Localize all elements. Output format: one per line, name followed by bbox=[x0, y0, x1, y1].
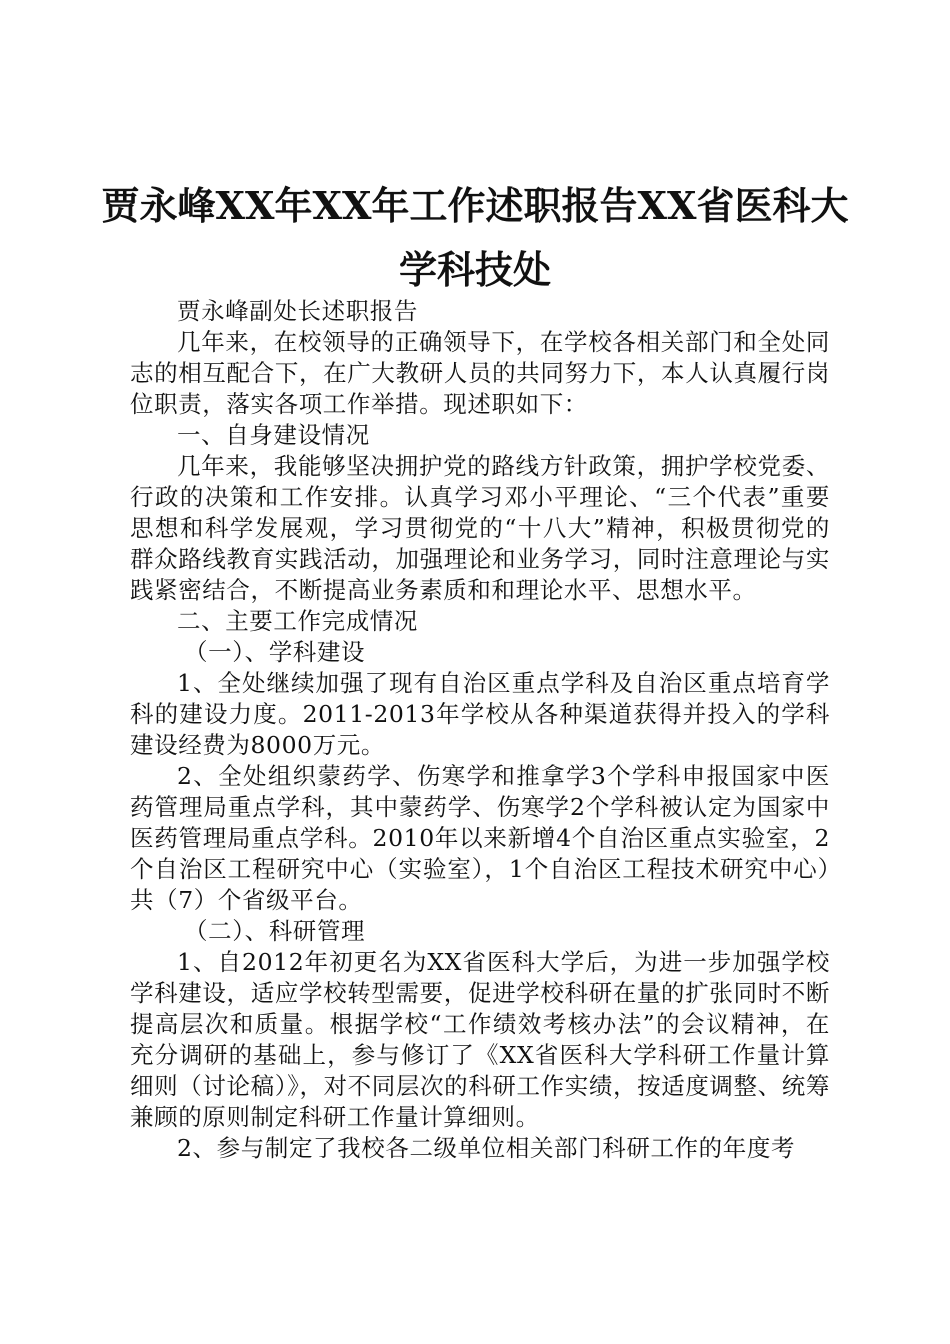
section-heading-1: 一、自身建设情况 bbox=[177, 421, 370, 449]
subsection-heading-2: （二）、科研管理 bbox=[184, 917, 366, 945]
title-line-1: 贾永峰XX年XX年工作述职报告XX省医科大 bbox=[101, 183, 849, 228]
title-line-2: 学科技处 bbox=[398, 247, 551, 292]
paragraph-self-building: 几年来，我能够坚决拥护党的路线方针政策，拥护学校党委、行政的决策和工作安排。认真学习邓小平理论、“三个代表”重要思想和科学发展观，学习贯彻党的“十八大”精神，积极贯彻党的群众路线教育实践活动，加强理论和业务学习，同时注意理论与实践紧密结合，不断提高业务素质和和理论水平、思想水平。 bbox=[130, 452, 830, 604]
subsection-heading-1: （一）、学科建设 bbox=[184, 638, 366, 666]
paragraph-discipline-2: 2、全处组织蒙药学、伤寒学和推拿学3个学科申报国家中医药管理局重点学科，其中蒙药学、伤寒学2个学科被认定为国家中医药管理局重点学科。2010年以来新增4个自治区重点实验室，2个自治区工程研究中心（实验室），1个自治区工程技术研究中心）共（7）个省级平台。 bbox=[130, 762, 830, 914]
paragraph-discipline-1: 1、全处继续加强了现有自治区重点学科及自治区重点培育学科的建设力度。2011-2013年学校从各种渠道获得并投入的学科建设经费为8000万元。 bbox=[130, 669, 830, 759]
section-heading-2: 二、主要工作完成情况 bbox=[177, 607, 418, 635]
paragraph-subtitle: 贾永峰副处长述职报告 bbox=[177, 297, 418, 325]
document-title bbox=[100, 176, 850, 300]
paragraph-intro: 几年来，在校领导的正确领导下，在学校各相关部门和全处同志的相互配合下，在广大教研人员的共同努力下，本人认真履行岗位职责，落实各项工作举措。现述职如下： bbox=[130, 328, 830, 418]
paragraph-research-2: 2、参与制定了我校各二级单位相关部门科研工作的年度考 bbox=[177, 1134, 796, 1162]
paragraph-research-1: 1、自2012年初更名为XX省医科大学后，为进一步加强学校学科建设，适应学校转型需要，促进学校科研在量的扩张同时不断提高层次和质量。根据学校“工作绩效考核办法”的会议精神，在充分调研的基础上，参与修订了《XX省医科大学科研工作量计算细则（讨论稿）》，对不同层次的科研工作实绩，按适度调整、统筹兼顾的原则制定科研工作量计算细则。 bbox=[130, 948, 830, 1131]
document-body bbox=[130, 296, 830, 1164]
